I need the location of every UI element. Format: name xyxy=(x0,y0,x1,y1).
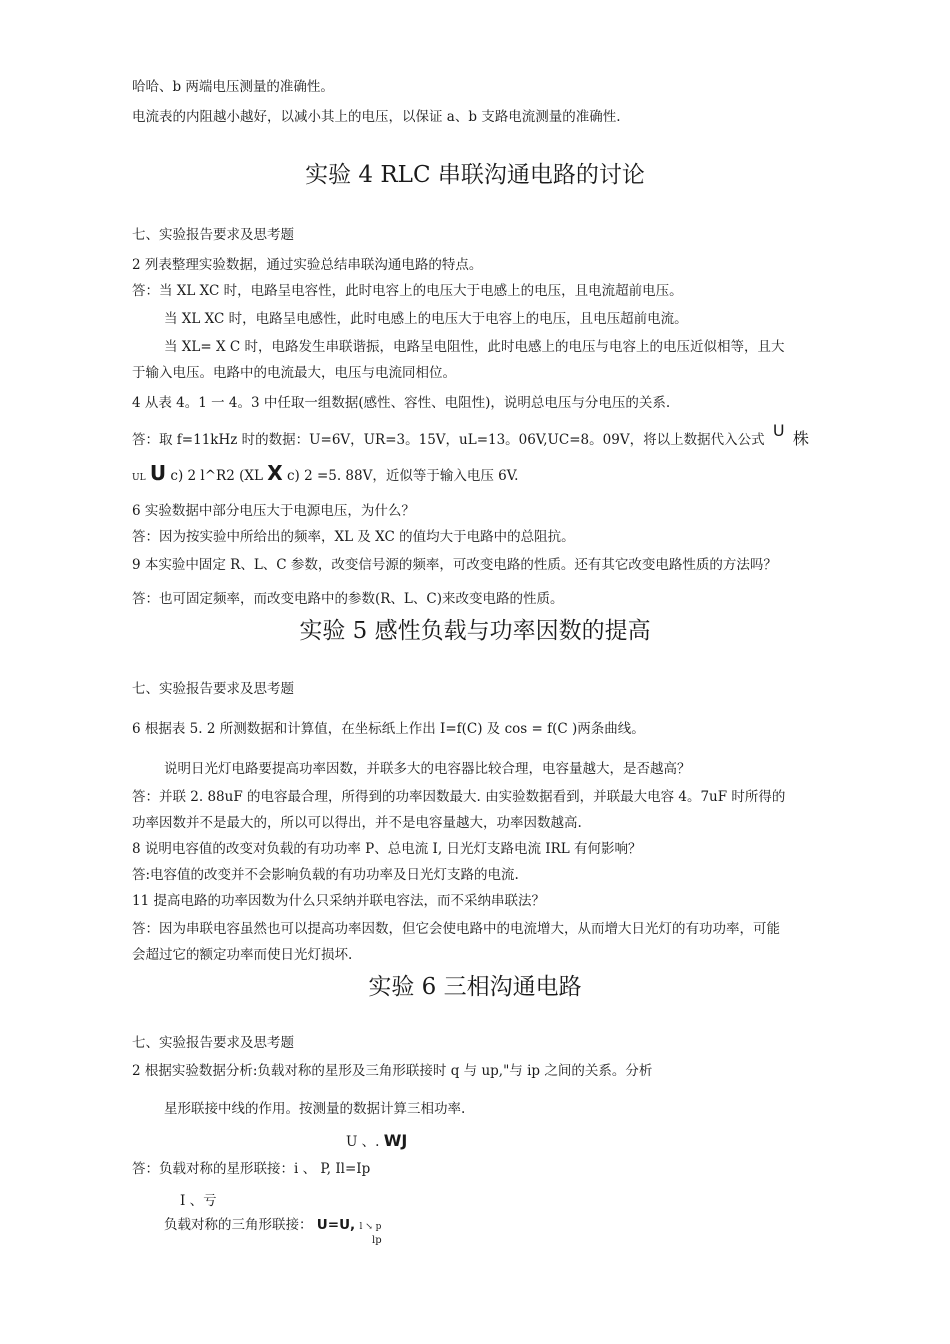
answer-6-line1: 答：并联 2. 88uF 的电容最合理，所得到的功率因数最大. 由实验数据看到，并联最大电容 4。7uF 时所得的 xyxy=(132,789,786,805)
question-6: 6 根据表 5. 2 所测数据和计算值，在坐标纸上作出 I=f(C) 及 cos = f(C )两条曲线。 xyxy=(132,721,645,737)
text-line: 哈哈、b 两端电压测量的准确性。 xyxy=(132,79,334,95)
formula-delta-top: I 、亏 xyxy=(180,1193,217,1209)
question-9: 9 本实验中固定 R、L、C 参数，改变信号源的频率，可改变电路的性质。还有其它改变电路性质的方法吗？ xyxy=(132,557,777,573)
formula-char: 株 xyxy=(792,429,809,448)
formula-star-top xyxy=(346,1132,407,1151)
formula-ul: UL xyxy=(132,473,146,483)
answer-star: 答：负载对称的星形联接：i 、 P, Il=Ip xyxy=(132,1161,371,1177)
answer-2-line3: 当 XL= X C 时，电路发生串联谐振，电路呈电阻性，此时电感上的电压与电容上的电压近似相等，且大 xyxy=(164,339,785,355)
formula-sub: l ↘ p xyxy=(359,1222,382,1232)
formula-u: U xyxy=(772,421,785,440)
formula-mid: c) 2 l^R2 (XL xyxy=(170,468,263,484)
answer-8: 答:电容值的改变并不会影响负载的有功功率及日光灯支路的电流. xyxy=(132,867,519,883)
answer-delta-text: 负载对称的三角形联接： xyxy=(164,1217,313,1233)
formula-u2: U xyxy=(149,461,167,485)
answer-9: 答：也可固定频率，而改变电路中的参数(R、L、C)来改变电路的性质。 xyxy=(132,591,564,607)
answer-6: 答：因为按实验中所给出的频率，XL 及 XC 的值均大于电路中的总阻抗。 xyxy=(132,529,575,545)
answer-6-line2: 功率因数并不是最大的，所以可以得出，并不是电容量越大，功率因数越高. xyxy=(132,815,582,831)
answer-11-line1: 答：因为串联电容虽然也可以提高功率因数，但它会使电路中的电流增大，从而增大日光灯的有功功率，可能 xyxy=(132,921,780,937)
question-11: 11 提高电路的功率因数为什么只采纳并联电容法，而不采纳串联法？ xyxy=(132,893,545,909)
question-6-line2: 说明日光灯电路要提高功率因数，并联多大的电容器比较合理，电容量越大，是否越高？ xyxy=(164,761,691,777)
heading-experiment-5: 实验 5 感性负载与功率因数的提高 xyxy=(299,618,651,644)
formula-wj: WJ xyxy=(383,1131,408,1150)
formula-x: X xyxy=(267,461,283,485)
heading-experiment-4: 实验 4 RLC 串联沟通电路的讨论 xyxy=(305,162,645,188)
formula-u-eq: U=U, xyxy=(316,1217,356,1233)
answer-4-line2 xyxy=(132,461,519,487)
question-2: 2 根据实验数据分析:负载对称的星形及三角形联接时 q 与 up,"与 ip 之间的关系。分析 xyxy=(132,1063,653,1079)
question-8: 8 说明电容值的改变对负载的有功功率 P、总电流 I, 日光灯支路电流 IRL 有何影响？ xyxy=(132,841,642,857)
question-6: 6 实验数据中部分电压大于电源电压，为什么？ xyxy=(132,503,415,519)
formula-end: c) 2 =5. 88V，近似等于输入电压 6V. xyxy=(286,468,519,484)
answer-11-line2: 会超过它的额定功率而使日光灯损坏. xyxy=(132,947,353,963)
answer-4-line1 xyxy=(132,421,809,449)
section-title: 七、实验报告要求及思考题 xyxy=(132,227,294,243)
section-title: 七、实验报告要求及思考题 xyxy=(132,1035,294,1051)
formula-u-label: U 、. xyxy=(346,1134,380,1150)
question-2-line2: 星形联接中线的作用。按测量的数据计算三相功率. xyxy=(164,1101,466,1117)
answer-4-text: 答：取 f=11kHz 时的数据：U=6V，UR=3。15V，uL=13。06V,UC=8。09V，将以上数据代入公式 xyxy=(132,432,765,448)
answer-2-line2: 当 XL XC 时，电路呈电感性，此时电感上的电压大于电容上的电压，且电压超前电流。 xyxy=(164,311,688,327)
text-line: 电流表的内阻越小越好，以减小其上的电压，以保证 a、b 支路电流测量的准确性. xyxy=(132,109,621,125)
section-title: 七、实验报告要求及思考题 xyxy=(132,681,294,697)
answer-2-line4: 于输入电压。电路中的电流最大，电压与电流同相位。 xyxy=(132,365,456,381)
formula-lp: lp xyxy=(372,1235,382,1246)
answer-2-line1: 答：当 XL XC 时，电路呈电容性，此时电容上的电压大于电感上的电压，且电流超前电压。 xyxy=(132,283,683,299)
answer-delta xyxy=(164,1216,381,1236)
question-2: 2 列表整理实验数据，通过实验总结串联沟通电路的特点。 xyxy=(132,257,483,273)
heading-experiment-6: 实验 6 三相沟通电路 xyxy=(368,974,582,1000)
question-4: 4 从表 4。1 一 4。3 中任取一组数据(感性、容性、电阻性)，说明总电压与分电压的关系. xyxy=(132,395,671,411)
